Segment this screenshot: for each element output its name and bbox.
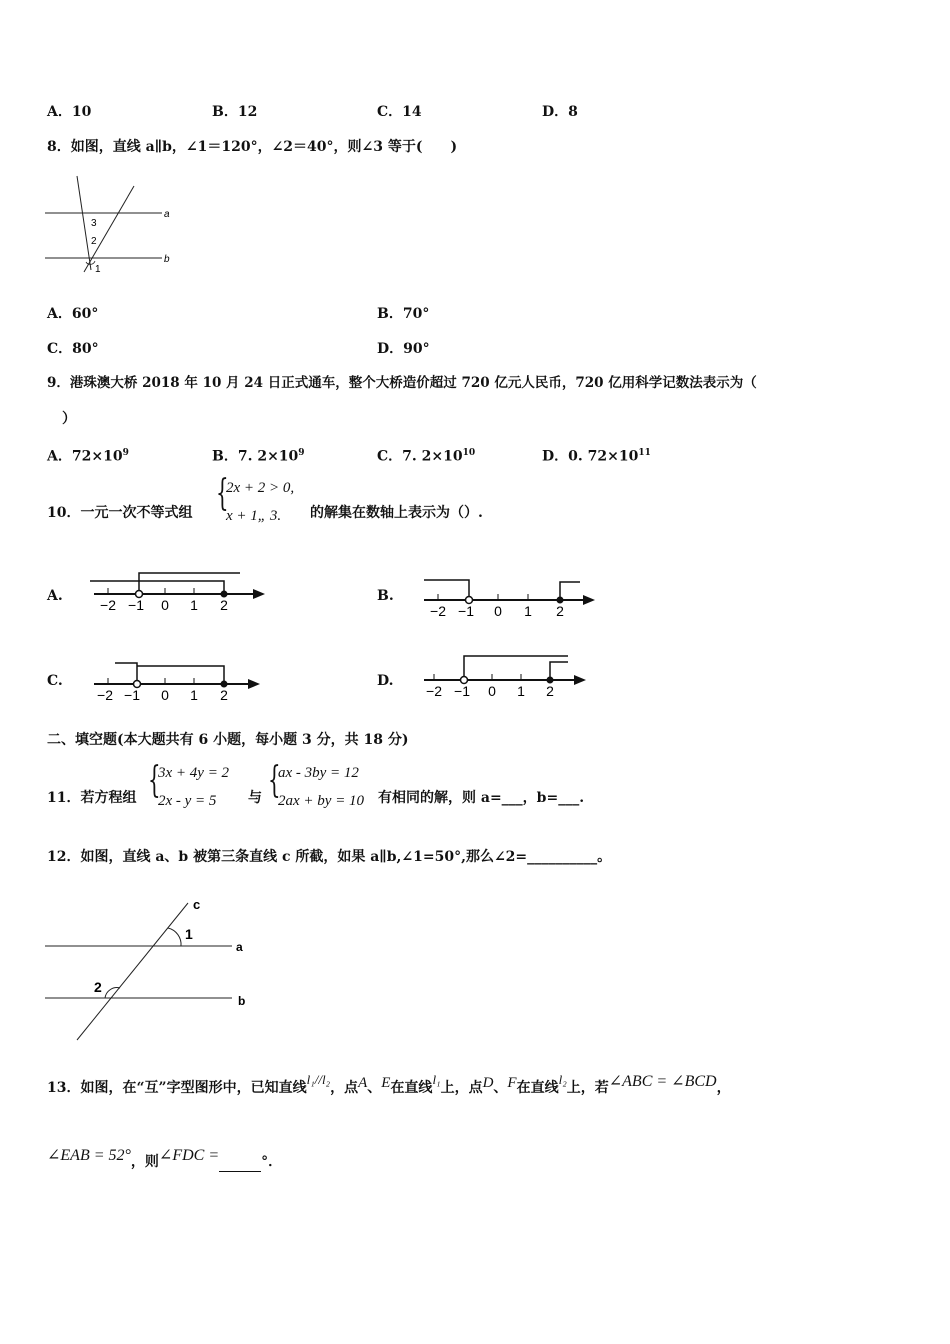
q11-brace-2: {: [268, 760, 281, 801]
q8-label-b: b: [164, 254, 170, 265]
svg-text:−1: −1: [458, 603, 474, 619]
svg-text:0: 0: [494, 603, 502, 619]
q12-label-b: b: [238, 994, 246, 1008]
svg-text:−2: −2: [97, 687, 113, 703]
q12-figure: [40, 895, 260, 1045]
q13-condition: ∠ABC = ∠BCD: [608, 1073, 717, 1090]
q10-ineq2: x + 1„ 3.: [226, 508, 282, 524]
q12-angle-2: 2: [94, 979, 102, 995]
q12-label-a: a: [236, 940, 243, 954]
svg-text:2: 2: [556, 603, 564, 619]
q10-label-b: B.: [377, 588, 394, 604]
q13-stem-pre: 13．如图，在“互”字型图形中，已知直线: [47, 1080, 307, 1096]
q9-option-b: B．7. $2\times 10^9$: [212, 448, 305, 465]
q13-point-d: D: [482, 1075, 494, 1091]
q13-answer-blank[interactable]: [219, 1153, 261, 1172]
svg-text:1: 1: [524, 603, 532, 619]
q13-point-e: E: [381, 1075, 391, 1091]
svg-text:0: 0: [161, 597, 169, 613]
q9-option-a: A．$72\times 10^9$: [47, 448, 129, 465]
q10-stem-post: 的解集在数轴上表示为（）.: [310, 505, 483, 521]
q10-label-c: C.: [47, 673, 63, 689]
q7-option-d: D．8: [542, 104, 578, 120]
q8-angle-1: 1: [95, 264, 101, 275]
q9-option-c: C．7. $2\times 10^{10}$: [377, 448, 476, 465]
svg-text:−2: −2: [100, 597, 116, 613]
svg-text:1: 1: [517, 683, 525, 699]
svg-text:2: 2: [546, 683, 554, 699]
q7-option-a: A．10: [47, 104, 92, 120]
q8-angle-2: 2: [91, 236, 97, 247]
q13-given-angle: ∠EAB = 52°: [47, 1147, 131, 1164]
q12-angle-1: 1: [185, 926, 193, 942]
q11-sys2-eq2: 2ax + by = 10: [278, 793, 365, 809]
q11-sys1-eq1: 3x + 4y = 2: [158, 765, 230, 781]
q10-option-a-numberline: [90, 568, 270, 618]
q8-figure: [40, 172, 180, 282]
q8-option-c: C．80°: [47, 341, 99, 357]
q10-stem-pre: 10．一元一次不等式组: [47, 505, 193, 521]
svg-text:−2: −2: [426, 683, 442, 699]
svg-text:−2: −2: [430, 603, 446, 619]
section2-title: 二、填空题(本大题共有 6 小题，每小题 3 分，共 18 分): [47, 732, 409, 748]
q12-label-c: c: [193, 897, 201, 912]
q9-stem-line2: ）: [62, 411, 76, 427]
q10-option-b-numberline: [420, 574, 600, 624]
q11-stem-pre: 11．若方程组: [47, 790, 137, 806]
q11-stem-post: 有相同的解，则 a=___，b=___.: [378, 790, 585, 806]
q8-stem: 8．如图，直线 a∥b，∠1＝120°，∠2＝40°，则∠3 等于( ): [47, 139, 458, 155]
q8-option-a: A．60°: [47, 306, 99, 322]
q10-label-a: A.: [47, 588, 63, 604]
svg-text:−1: −1: [454, 683, 470, 699]
q13-line1: 13．如图，在“互”字型图形中，已知直线l₁//l₂，点A、E在直线l₁上，点D、F在直线l₂上，若∠ABC = ∠BCD，: [47, 1072, 731, 1096]
q10-option-d-numberline: [420, 654, 600, 704]
q13-asked-angle: ∠FDC =: [158, 1147, 220, 1164]
svg-text:1: 1: [190, 687, 198, 703]
q11-connector: 与: [248, 790, 262, 806]
q11-brace-1: {: [148, 760, 161, 801]
q7-option-b: B．12: [212, 104, 258, 120]
svg-text:0: 0: [161, 687, 169, 703]
q8-option-d: D．90°: [377, 341, 430, 357]
q13-line2: ∠EAB = 52°，则∠FDC = °．: [47, 1147, 283, 1170]
q8-option-b: B．70°: [377, 306, 430, 322]
q7-option-c: C．14: [377, 104, 422, 120]
svg-text:2: 2: [220, 597, 228, 613]
svg-text:2: 2: [220, 687, 228, 703]
q11-sys2-eq1: ax - 3by = 12: [278, 765, 359, 781]
q13-point-f: F: [507, 1075, 517, 1091]
q11-sys1-eq2: 2x - y = 5: [158, 793, 217, 809]
q10-ineq1: 2x + 2 > 0,: [226, 480, 295, 496]
q10-option-c-numberline: [90, 658, 270, 708]
q8-label-a: a: [164, 209, 170, 220]
svg-text:−1: −1: [124, 687, 140, 703]
q10-brace: {: [216, 473, 229, 514]
svg-text:−1: −1: [128, 597, 144, 613]
q8-angle-3: 3: [91, 218, 97, 229]
q9-option-d: D．0. $72\times 10^{11}$: [542, 448, 651, 465]
q12-stem: 12．如图，直线 a、b 被第三条直线 c 所截，如果 a∥b,∠1=50°,那么∠2=__________。: [47, 849, 612, 865]
q13-line-l1: l₁: [432, 1072, 441, 1087]
svg-text:1: 1: [190, 597, 198, 613]
q13-point-a: A: [358, 1075, 368, 1091]
q10-label-d: D.: [377, 673, 394, 689]
q9-stem-line1: 9．港珠澳大桥 2018 年 10 月 24 日正式通车，整个大桥造价超过 720 亿元人民币，720 亿用科学记数法表示为（: [47, 375, 757, 391]
q13-parallel: l₁//l₂: [306, 1072, 331, 1087]
svg-text:0: 0: [488, 683, 496, 699]
q13-line-l2: l₂: [558, 1072, 567, 1087]
